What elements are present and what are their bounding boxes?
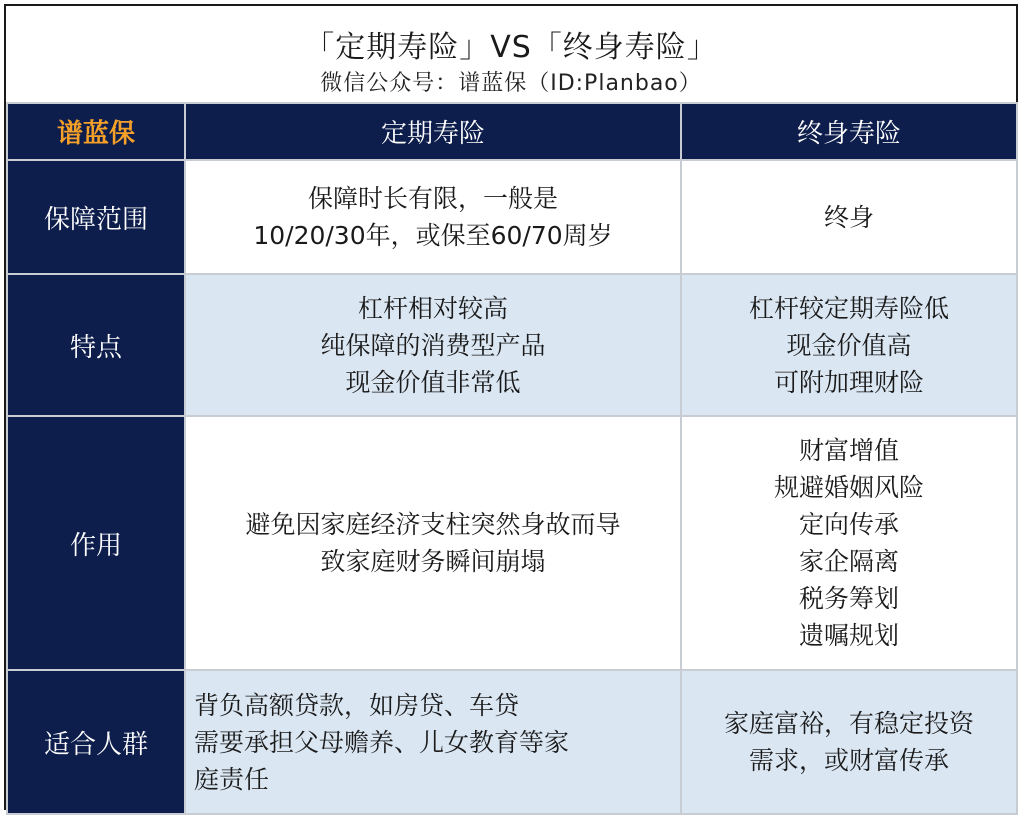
table-row-purpose <box>7 416 1017 670</box>
card-header <box>6 6 1016 102</box>
whole-life-header-cell: 终身寿险 <box>681 103 1017 160</box>
whole-life-cell <box>681 274 1017 416</box>
cell-line: 杠杆较定期寿险低 <box>748 293 949 323</box>
brand-header-cell: 谱蓝保 <box>7 103 185 160</box>
table-row-features <box>7 274 1017 416</box>
cell-line: 杠杆相对较高 <box>357 293 508 323</box>
cell-line: 定向传承 <box>798 510 899 539</box>
term-life-cell <box>185 670 681 814</box>
row-label: 保障范围 <box>7 160 185 274</box>
cell-line: 10/20/30年，或保至60/70周岁 <box>253 221 613 250</box>
cell-line: 保障时长有限，一般是 <box>307 184 558 213</box>
row-label: 作用 <box>7 416 185 670</box>
cell-line: 背负高额贷款，如房贷、车贷 <box>194 690 520 720</box>
row-label: 适合人群 <box>7 670 185 814</box>
page-title: 「定期寿险」VS「终身寿险」 <box>304 30 718 65</box>
cell-line: 终身 <box>823 202 874 232</box>
cell-line: 家企隔离 <box>798 547 899 576</box>
whole-life-cell <box>681 160 1017 274</box>
term-life-cell <box>185 274 681 416</box>
row-label: 特点 <box>7 274 185 416</box>
cell-line: 现金价值高 <box>786 330 912 360</box>
cell-line: 现金价值非常低 <box>345 367 521 397</box>
cell-line: 需要承担父母赡养、儿女教育等家 <box>194 727 570 757</box>
table-header-row <box>7 103 1017 160</box>
cell-line: 规避婚姻风险 <box>773 473 924 502</box>
cell-line: 家庭富裕，有稳定投资 <box>723 709 974 738</box>
cell-line: 可附加理财险 <box>773 367 924 397</box>
cell-line: 税务筹划 <box>798 584 899 613</box>
whole-life-cell <box>681 416 1017 670</box>
term-life-cell <box>185 160 681 274</box>
table-row-audience <box>7 670 1017 814</box>
whole-life-cell <box>681 670 1017 814</box>
term-life-header-cell: 定期寿险 <box>185 103 681 160</box>
cell-line: 致家庭财务瞬间崩塌 <box>320 547 546 576</box>
comparison-card <box>4 4 1018 810</box>
cell-line: 纯保障的消费型产品 <box>320 330 546 360</box>
cell-line: 财富增值 <box>798 436 899 465</box>
table-row-coverage <box>7 160 1017 274</box>
cell-line: 需求，或财富传承 <box>748 746 949 775</box>
cell-line: 遗嘱规划 <box>798 621 899 650</box>
term-life-cell <box>185 416 681 670</box>
comparison-table <box>6 102 1018 815</box>
cell-line: 庭责任 <box>194 764 270 794</box>
cell-line: 避免因家庭经济支柱突然身故而导 <box>245 510 621 539</box>
page-subtitle: 微信公众号：谱蓝保（ID:Planbao） <box>320 71 702 96</box>
